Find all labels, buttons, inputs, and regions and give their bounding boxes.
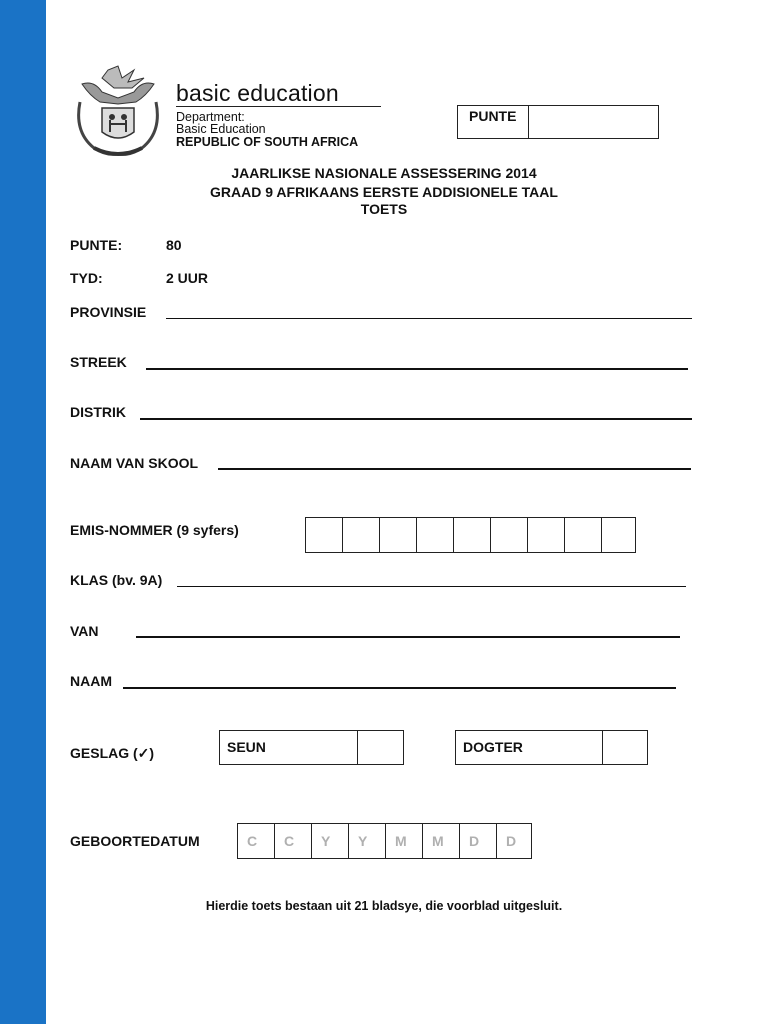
punte-score-box (457, 105, 659, 139)
blue-sidebar (0, 0, 46, 1024)
emis-grid (305, 517, 636, 553)
dob-cell[interactable]: M (386, 824, 423, 858)
brand-title: basic education (176, 80, 339, 106)
checkmark-icon: (✓) (133, 745, 155, 761)
van-field[interactable] (136, 636, 680, 638)
seun-label: SEUN (220, 731, 358, 764)
punte-label: PUNTE: (70, 237, 123, 253)
punte-score-field[interactable] (529, 106, 658, 138)
provinsie-label: PROVINSIE (70, 304, 147, 320)
dogter-label: DOGTER (456, 731, 603, 764)
punte-score-label: PUNTE (458, 106, 529, 138)
gender-option-dogter (455, 730, 648, 765)
provinsie-field[interactable] (166, 318, 692, 319)
brand-divider (176, 106, 381, 107)
dob-cell[interactable]: D (506, 833, 517, 849)
footer-note: Hierdie toets bestaan uit 21 bladsye, die voorblad uitgesluit. (205, 899, 563, 913)
distrik-field[interactable] (140, 418, 692, 420)
title-line-1: JAARLIKSE NASIONALE ASSESSERING 2014 (231, 165, 537, 181)
tyd-label: TYD: (70, 270, 103, 286)
emis-cell[interactable] (565, 518, 602, 552)
naam-label: NAAM (70, 673, 112, 689)
coat-of-arms-icon (72, 62, 164, 158)
streek-label: STREEK (70, 354, 127, 370)
emis-cell[interactable] (454, 518, 491, 552)
emis-cell[interactable] (528, 518, 565, 552)
dob-cell[interactable]: C (275, 824, 312, 858)
gender-option-seun (219, 730, 404, 765)
geslag-label: GESLAG (✓) (70, 745, 155, 761)
punte-value: 80 (166, 237, 182, 253)
dob-cell[interactable]: D (460, 824, 497, 858)
emis-cell[interactable] (306, 518, 343, 552)
emis-cell[interactable] (343, 518, 380, 552)
emis-cell[interactable] (602, 518, 635, 552)
skool-label: NAAM VAN SKOOL (70, 455, 199, 471)
streek-field[interactable] (146, 368, 688, 370)
dob-cell[interactable]: Y (349, 824, 386, 858)
emis-label: EMIS-NOMMER (9 syfers) (70, 522, 239, 538)
dob-grid (237, 823, 532, 859)
dob-cell[interactable]: M (423, 824, 460, 858)
klas-label: KLAS (bv. 9A) (70, 572, 163, 588)
skool-field[interactable] (218, 468, 691, 470)
van-label: VAN (70, 623, 99, 639)
dob-cell[interactable]: C (238, 824, 275, 858)
naam-field[interactable] (123, 687, 676, 689)
dept-line-1: Department: (176, 110, 245, 124)
dept-line-2: Basic Education (176, 122, 266, 136)
emis-cell[interactable] (491, 518, 528, 552)
emis-cell[interactable] (417, 518, 454, 552)
dept-line-3: REPUBLIC OF SOUTH AFRICA (176, 135, 359, 149)
title-line-2: GRAAD 9 AFRIKAANS EERSTE ADDISIONELE TAAL (210, 184, 558, 200)
klas-field[interactable] (177, 586, 686, 587)
seun-checkbox[interactable] (358, 731, 403, 764)
dogter-checkbox[interactable] (603, 731, 647, 764)
geboortedatum-label: GEBOORTEDATUM (70, 833, 200, 849)
title-line-3: TOETS (360, 201, 408, 217)
dob-cell[interactable]: Y (312, 824, 349, 858)
distrik-label: DISTRIK (70, 404, 126, 420)
emis-cell[interactable] (380, 518, 417, 552)
tyd-value: 2 UUR (166, 270, 209, 286)
